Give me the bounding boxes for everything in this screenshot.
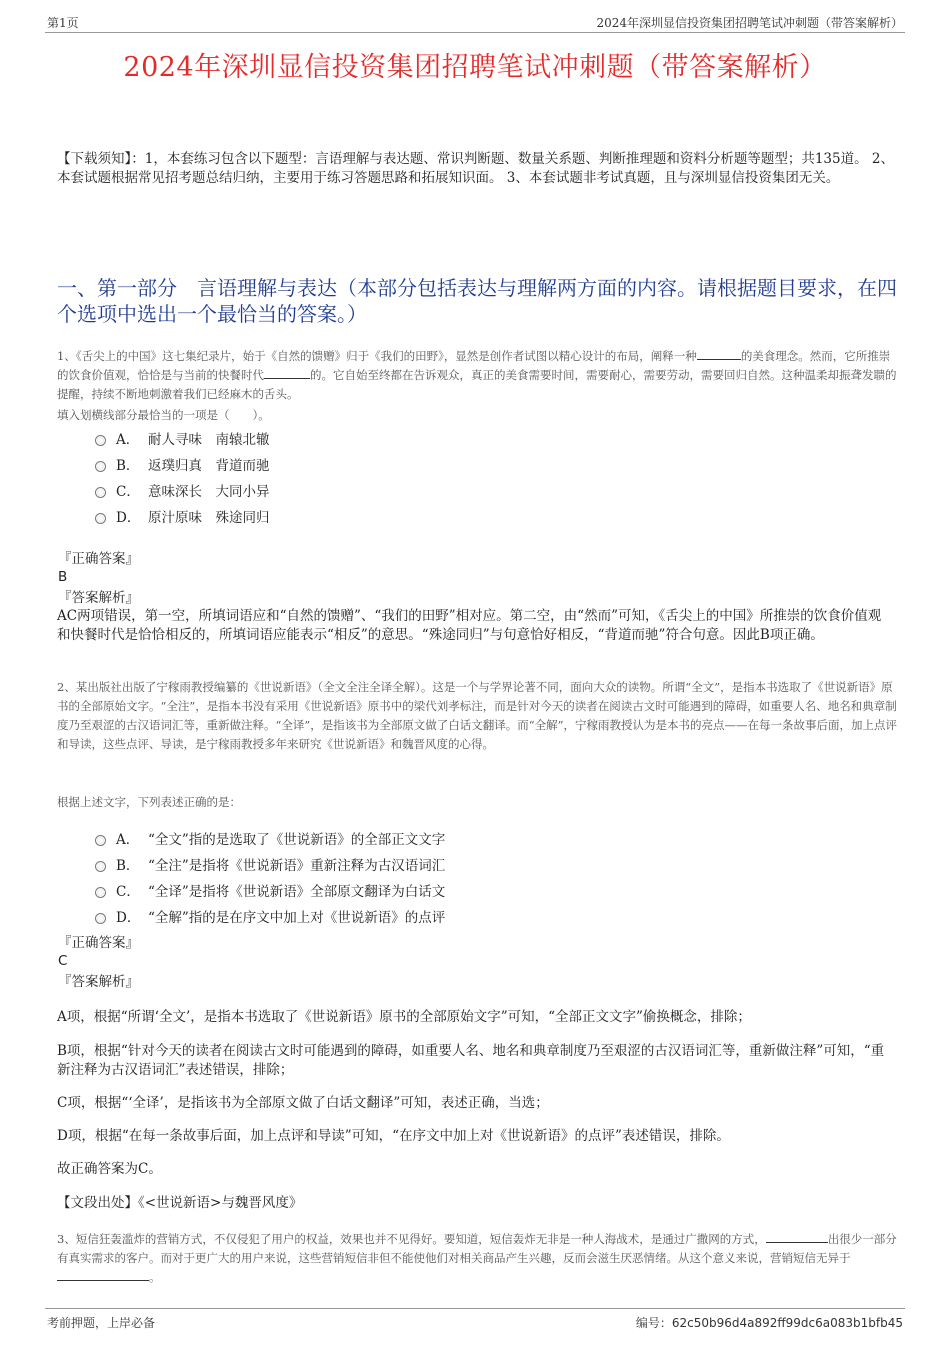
radio-button[interactable] <box>95 487 106 498</box>
page-number: 第1页 <box>47 16 79 30</box>
question-1-options <box>95 425 270 529</box>
analysis-conclusion: 故正确答案为C。 <box>57 1161 162 1177</box>
question-1-prompt: 填入划横线部分最恰当的一项是（ ）。 <box>57 408 270 422</box>
option-c[interactable]: C． “全译”是指将《世说新语》全部原文翻译为白话文 <box>95 877 445 903</box>
option-b[interactable]: B． “全注”是指将《世说新语》重新注释为古汉语词汇 <box>95 851 445 877</box>
analysis-text: AC两项错误，第一空，所填词语应和“自然的馈赠”、“我们的田野”相对应。第二空，由“然而”可知，《舌尖上的中国》所推崇的饮食价值观和快餐时代是恰恰相反的，所填词语应能表示“相反”的意思。“殊途同归”与句意恰好相反，“背道而驰”符合句意。因此B项正确。 <box>57 608 882 643</box>
source-citation: 【文段出处】《<世说新语>与魏晋风度》 <box>57 1195 303 1211</box>
question-2-prompt: 根据上述文字，下列表述正确的是： <box>57 795 241 809</box>
document-title: 2024年深圳显信投资集团招聘笔试冲刺题（带答案解析） <box>123 52 827 83</box>
option-c[interactable]: C． 意味深长 大同小异 <box>95 477 270 503</box>
question-3-stem: 3、短信狂轰滥炸的营销方式，不仅侵犯了用户的权益，效果也并不见得好。要知道，短信轰炸无非是一种人海战术，是通过广撒网的方式， 出很少一部分有真实需求的客户。而对于更广大的用户来说，这些营销短信非但不能使他们对相关商品产生兴趣，反而会滋生厌恶情绪。从这个意义来说，营销短信无异于。 <box>57 1232 897 1284</box>
download-notice: 【下载须知】：1，本套练习包含以下题型：言语理解与表达题、常识判断题、数量关系题、判断推理题和资料分析题等题型；共135道。 2、本套试题根据常见招考题总结归纳，主要用于练习答题思路和拓展知识面。 3、本套试题非考试真题，且与深圳显信投资集团无关。 <box>57 151 894 186</box>
fill-blank <box>264 366 310 379</box>
option-b[interactable]: B． 返璞归真 背道而驰 <box>95 451 270 477</box>
analysis-label: 『答案解析』 <box>58 974 139 990</box>
analysis-option-b: B项，根据“针对今天的读者在阅读古文时可能遇到的障碍，如重要人名、地名和典章制度乃至艰涩的古汉语词汇等，重新做注释”可知，“重新注释为古汉语词汇”表述错误，排除； <box>57 1043 885 1078</box>
question-2-options <box>95 825 445 929</box>
fill-blank <box>697 347 741 360</box>
option-a[interactable]: A． “全文”指的是选取了《世说新语》的全部正文文字 <box>95 825 445 851</box>
answer-label: 『正确答案』 <box>58 551 139 567</box>
fill-blank <box>57 1268 149 1281</box>
header-doc-title: 2024年深圳显信投资集团招聘笔试冲刺题（带答案解析） <box>596 16 903 30</box>
radio-button[interactable] <box>95 835 106 846</box>
option-d[interactable]: D． “全解”指的是在序文中加上对《世说新语》的点评 <box>95 903 445 929</box>
question-1-stem: 1、《舌尖上的中国》这七集纪录片，始于《自然的馈赠》归于《我们的田野》，显然是创作者试图以精心设计的布局，阐释一种 的美食理念。然而，它所推崇的饮食价值观，恰恰是与当前的快餐时代 的。它自始至终都在告诉观众，真正的美食需要时间，需要耐心，需要劳动，需要回归自然。这种温柔却振聋发聩的提醒，持续不断地刺激着我们已经麻木的舌头。 <box>57 349 897 401</box>
section-title: 一、第一部分 言语理解与表达（本部分包括表达与理解两方面的内容。请根据题目要求，在四个选项中选出一个最恰当的答案。） <box>57 276 897 326</box>
answer-value: B <box>58 569 68 585</box>
footer-slogan: 考前押题，上岸必备 <box>47 1316 156 1330</box>
analysis-option-c: C项，根据“‘全译’，是指该书为全部原文做了白话文翻译”可知，表述正确，当选； <box>57 1095 549 1111</box>
radio-button[interactable] <box>95 513 106 524</box>
answer-label: 『正确答案』 <box>58 935 139 951</box>
page-footer <box>45 1308 905 1331</box>
document-code: 编号：62c50b96d4a892ff99dc6a083b1bfb45 <box>635 1316 903 1330</box>
analysis-option-a: A项，根据“所谓‘全文’，是指本书选取了《世说新语》原书的全部原始文字”可知，“全部正文文字”偷换概念，排除； <box>57 1009 751 1025</box>
radio-button[interactable] <box>95 887 106 898</box>
option-a[interactable]: A． 耐人寻味 南辕北辙 <box>95 425 270 451</box>
analysis-option-d: D项，根据“在每一条故事后面，加上点评和导读”可知，“在序文中加上对《世说新语》的点评”表述错误，排除。 <box>57 1128 730 1144</box>
analysis-label: 『答案解析』 <box>58 590 139 606</box>
page-header <box>45 10 905 33</box>
question-2-stem: 2、某出版社出版了宁稼雨教授编纂的《世说新语》（全文全注全译全解）。这是一个与学界论著不同，面向大众的读物。所谓“全文”，是指本书选取了《世说新语》原书的全部原始文字。“全注”，是指本书没有采用《世说新语》原书中的梁代刘孝标注，而是针对今天的读者在阅读古文时可能遇到的障碍，如重要人名、地名和典章制度乃至艰涩的古汉语词汇等，重新做注释。“全译”，是指该书为全部原文做了白话文翻译。而“全解”，宁稼雨教授认为是本书的亮点——在每一条故事后面，加上点评和导读，这些点评、导读，是宁稼雨教授多年来研究《世说新语》和魏晋风度的心得。 <box>57 680 898 751</box>
option-d[interactable]: D． 原汁原味 殊途同归 <box>95 503 270 529</box>
fill-blank <box>766 1230 828 1243</box>
radio-button[interactable] <box>95 461 106 472</box>
answer-value: C <box>58 953 68 969</box>
radio-button[interactable] <box>95 913 106 924</box>
radio-button[interactable] <box>95 861 106 872</box>
radio-button[interactable] <box>95 435 106 446</box>
